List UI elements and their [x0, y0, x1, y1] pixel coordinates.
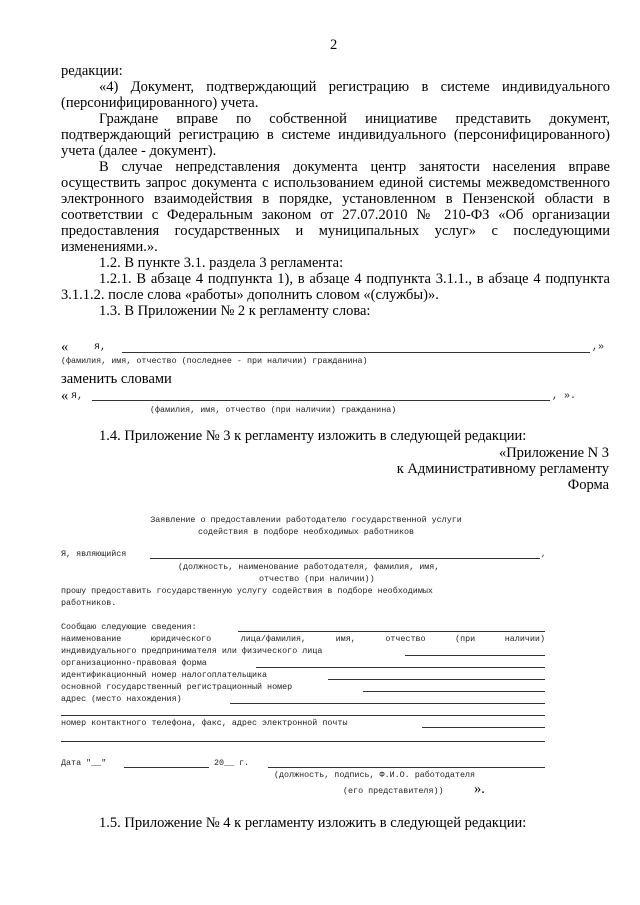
form-naimenovanie-row: [61, 634, 545, 644]
form-address-line-2: [61, 715, 545, 716]
form-ip-label: индивидуального предпринимателя или физического лица: [61, 646, 323, 656]
form-ya-caption-2: отчество (при наличии)): [259, 574, 375, 584]
form-naim-word: лица/фамилия,: [240, 634, 307, 644]
old-words-caption: (фамилия, имя, отчество (последнее - при наличии) гражданина): [61, 356, 368, 366]
form-soobshayu-line: [238, 631, 545, 632]
form-phone-label: номер контактного телефона, факс, адрес электронной почты: [61, 718, 348, 728]
form-naim-word: юридического: [150, 634, 212, 644]
old-words-open-quote: «: [61, 339, 69, 355]
paragraph-sluchae: В случае непредставления документа центр занятости населения вправе осуществить запрос документа с использованием единой системы межведомственного электронного взаимодействия в порядке, установленном в Пензенской области в соответствии с Федеральным законом от 27.07.2010 № 210-ФЗ «Об организации предоставления государственных и муниципальных услуг» с последующими изменениями.».: [61, 159, 610, 255]
form-naim-word: имя,: [335, 634, 356, 644]
paragraph-1-3: 1.3. В Приложении № 2 к регламенту слова:: [99, 303, 371, 319]
paragraph-1-2: 1.2. В пункте 3.1. раздела 3 регламента:: [99, 255, 344, 271]
paragraph-1-5: 1.5. Приложение № 4 к регламенту изложить в следующей редакции:: [99, 815, 527, 831]
form-ya-comma: ,: [541, 549, 547, 559]
zamenit-slovami: заменить словами: [61, 371, 172, 387]
form-opf-label: организационно-правовая форма: [61, 658, 207, 668]
form-sign-caption-1: (должность, подпись, Ф.И.О. работодателя: [274, 770, 476, 780]
page-number: 2: [330, 37, 338, 53]
form-naim-word: наименование: [61, 634, 122, 644]
form-ip-line: [405, 655, 545, 656]
form-proshu-line-1: прошу предоставить государственную услугу содействия в подборе необходимых: [61, 586, 433, 596]
form-title-line-2: содействия в подборе необходимых работников: [197, 527, 415, 537]
form-soobshayu: Сообщаю следующие сведения:: [61, 622, 197, 632]
form-address-label: адрес (место нахождения): [61, 694, 182, 704]
form-ya-label: Я, являющийся: [61, 549, 127, 559]
body-text-block: [61, 63, 610, 319]
form-naim-word: (при: [455, 634, 476, 644]
form-inn-label: идентификационный номер налогоплательщика: [61, 670, 268, 680]
new-words-ya: я,: [71, 391, 84, 402]
new-words-caption: (фамилия, имя, отчество (при наличии) гражданина): [150, 405, 397, 415]
form-proshu-line-2: работников.: [61, 598, 117, 608]
form-ya-caption-1: (должность, наименование работодателя, фамилия, имя,: [178, 562, 440, 572]
old-words-ya: я,: [94, 342, 107, 353]
form-phone-line: [422, 727, 545, 728]
paragraph-redakcii: редакции:: [61, 63, 123, 79]
form-ogrn-line: [363, 691, 545, 692]
form-date-year: 20__ г.: [214, 758, 250, 768]
form-naim-word: наличии): [504, 634, 545, 644]
appendix-heading-line-1: «Приложение N 3: [498, 445, 609, 461]
form-title-line-1: Заявление о предоставлении работодателю государственной услуги: [150, 515, 462, 525]
form-sign-caption-2: (его представителя)): [343, 786, 444, 796]
form-ogrn-label: основной государственный регистрационный номер: [61, 682, 293, 692]
new-words-close: , ».: [552, 391, 577, 402]
form-date-line: [124, 767, 209, 768]
paragraph-item-4: «4) Документ, подтверждающий регистрацию в системе индивидуального (персонифицированного) учета.: [61, 79, 610, 111]
paragraph-1-2-1: 1.2.1. В абзаце 4 подпункта 1), в абзаце 4 подпункта 3.1.1., в абзаце 4 подпункта 3.1.1.2. после слова «работы» дополнить словом «(службы)».: [61, 271, 610, 303]
appendix-heading-line-2: к Административному регламенту: [396, 461, 609, 477]
old-words-close: ,»: [592, 342, 605, 353]
paragraph-1-4: 1.4. Приложение № 3 к регламенту изложить в следующей редакции:: [99, 428, 527, 444]
paragraph-grazhdane: Граждане вправе по собственной инициативе представить документ, подтверждающий регистрацию в системе индивидуального (персонифицированного) учета (далее - документ).: [61, 111, 610, 159]
form-address-line: [230, 703, 545, 704]
form-sign-close: ».: [474, 781, 485, 797]
form-phone-line-2: [61, 741, 545, 742]
appendix-heading-line-3: Форма: [567, 477, 609, 493]
form-naim-word: отчество: [385, 634, 426, 644]
form-opf-line: [256, 667, 545, 668]
old-words-name-line: [122, 352, 590, 353]
new-words-open-quote: «: [61, 388, 69, 404]
form-inn-line: [328, 679, 545, 680]
form-date-label: Дата "__": [61, 758, 107, 768]
form-ya-line: [150, 558, 540, 559]
form-sign-line: [268, 767, 545, 768]
new-words-name-line: [92, 400, 550, 401]
